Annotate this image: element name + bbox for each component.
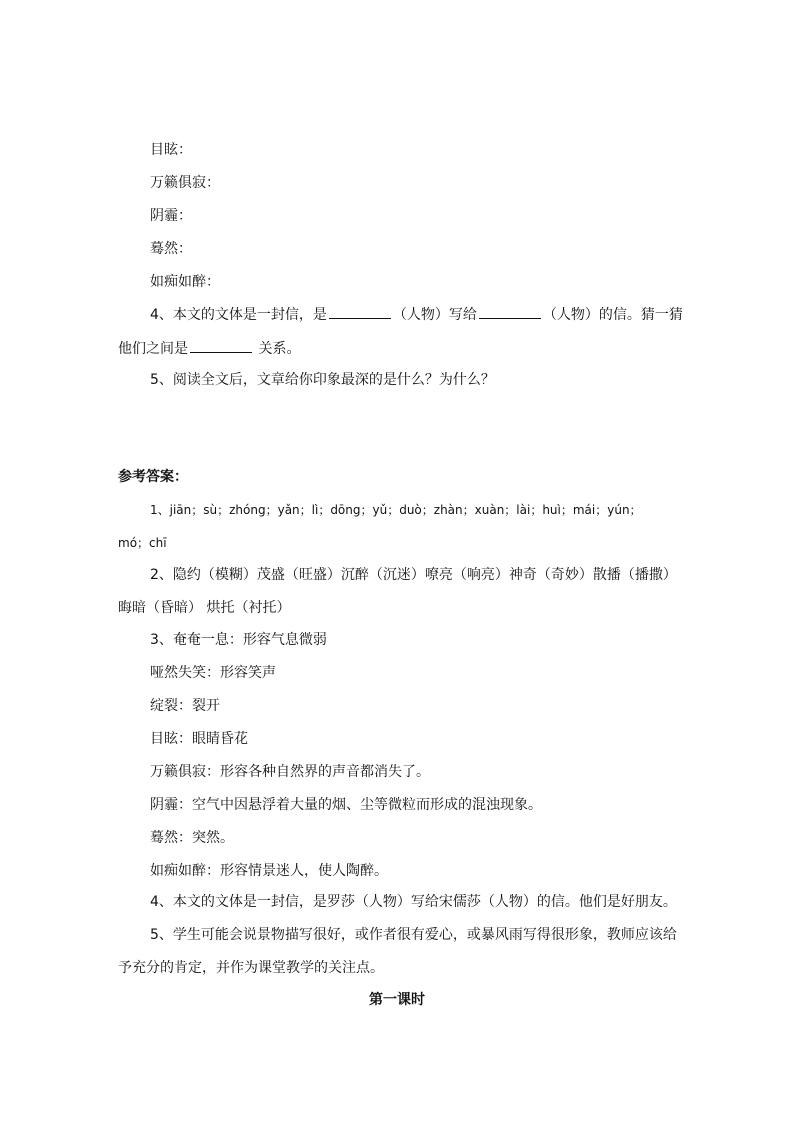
answer-2-line2: 晦暗（昏暗） 烘托（衬托） — [118, 600, 291, 616]
term-line: 阴霾： — [150, 208, 192, 224]
blank-line — [329, 305, 391, 319]
question-4-line1 — [150, 305, 683, 324]
answer-3-item: 如痴如醉：形容情景迷人，使人陶醉。 — [150, 863, 388, 879]
answer-3-item: 目眩：眼睛昏花 — [150, 731, 248, 747]
term-line: 如痴如醉： — [150, 274, 220, 290]
term-line: 万籁俱寂： — [150, 175, 220, 191]
answer-1-line1: 1、jiān；sù；zhóng；yǎn；lì；dōng；yǔ；duò；zhàn；xuàn；lài；huì；mái；yún； — [150, 503, 642, 517]
blank-line — [479, 305, 541, 319]
answer-5-line1: 5、学生可能会说景物描写很好，或作者很有爱心，或暴风雨写得很形象，教师应该给 — [150, 927, 677, 943]
answer-3-item: 3、奄奄一息：形容气息微弱 — [150, 632, 327, 648]
blank-line — [190, 339, 252, 353]
q4-text-d: 他们之间是 — [118, 341, 188, 357]
answer-3-item: 万籁俱寂：形容各种自然界的声音都消失了。 — [150, 764, 430, 780]
q4-text-c: （人物）的信。猜一猜 — [542, 307, 683, 323]
answer-1-line2: mó；chī — [118, 536, 167, 550]
answer-3-item: 阴霾：空气中因悬浮着大量的烟、尘等微粒而形成的混浊现象。 — [150, 797, 542, 813]
term-line: 蓦然： — [150, 241, 192, 257]
answer-4: 4、本文的文体是一封信，是罗莎（人物）写给宋儒莎（人物）的信。他们是好朋友。 — [150, 894, 677, 910]
answers-heading: 参考答案： — [118, 469, 188, 485]
term-line: 目眩： — [150, 142, 192, 158]
q4-text-b: （人物）写给 — [392, 307, 477, 323]
answer-5-line2: 予充分的肯定，并作为课堂教学的关注点。 — [118, 960, 384, 976]
question-5: 5、阅读全文后，文章给你印象最深的是什么？为什么？ — [150, 372, 495, 388]
answer-3-item: 绽裂：裂开 — [150, 698, 220, 714]
answer-2-line1: 2、隐约（模糊）茂盛（旺盛）沉醉（沉迷）嘹亮（响亮）神奇（奇妙）散播（播撒） — [150, 567, 677, 583]
q4-text-a: 4、本文的文体是一封信，是 — [150, 307, 327, 323]
q4-text-e: 关系。 — [254, 341, 301, 357]
question-4-line2 — [118, 339, 300, 358]
answer-3-item: 哑然失笑：形容笑声 — [150, 665, 276, 681]
answer-3-item: 蓦然：突然。 — [150, 830, 234, 846]
section-title: 第一课时 — [369, 992, 425, 1008]
